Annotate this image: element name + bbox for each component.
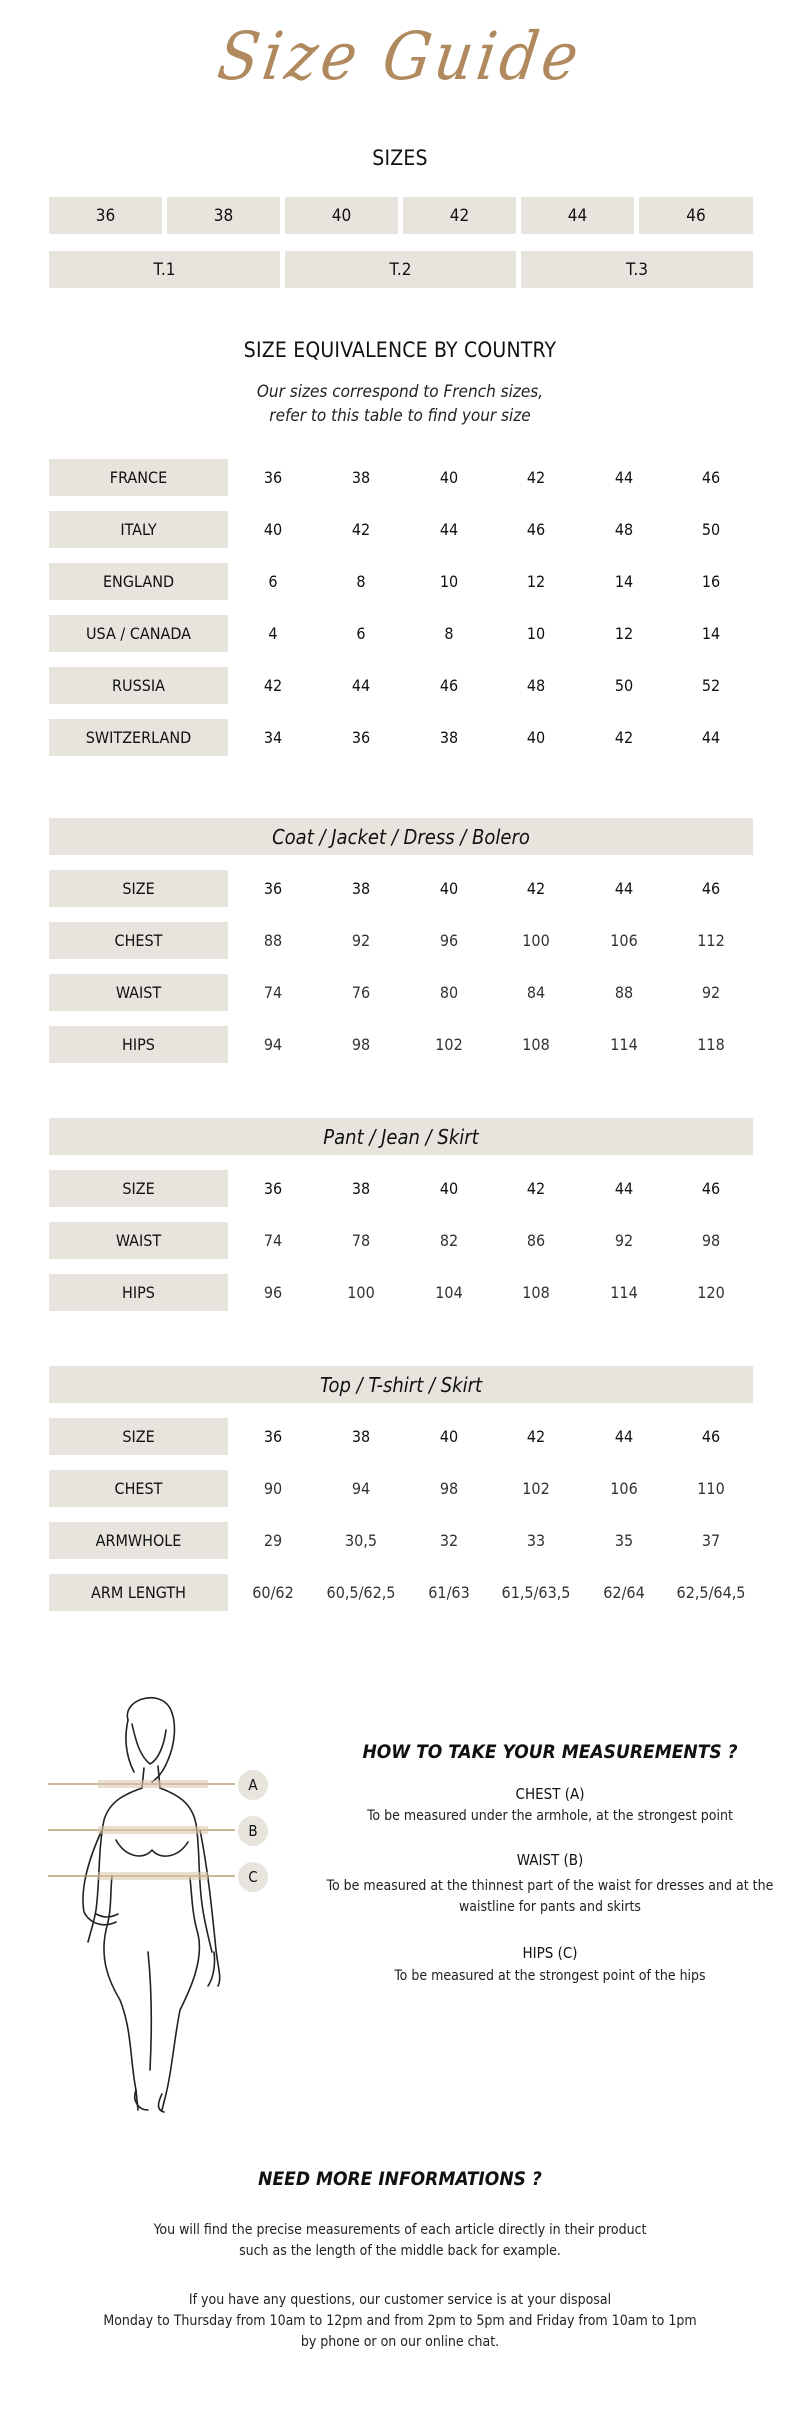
pant-value: 40 [439, 1179, 459, 1198]
equivalence-value: 38 [351, 468, 371, 487]
top-value: 60,5/62,5 [326, 1583, 396, 1602]
top-value: 102 [522, 1479, 550, 1498]
size-cell: 44 [521, 197, 634, 234]
top-value: 40 [439, 1427, 459, 1446]
pant-row-label: HIPS [49, 1274, 228, 1311]
coat-value: 92 [701, 983, 721, 1002]
equivalence-value: 46 [439, 676, 459, 695]
coat-value: 74 [263, 983, 283, 1002]
equivalence-value: 40 [526, 728, 546, 747]
pant-value: 100 [347, 1283, 375, 1302]
top-value: 33 [526, 1531, 546, 1550]
pant-value: 96 [263, 1283, 283, 1302]
equivalence-value: 8 [444, 624, 454, 643]
equivalence-value: 36 [263, 468, 283, 487]
pant-value: 78 [351, 1231, 371, 1250]
pant-row-label: SIZE [49, 1170, 228, 1207]
waist-text-1: To be measured at the thinnest part of the waist for dresses and at the [326, 1878, 774, 1894]
coat-value: 94 [263, 1035, 283, 1054]
info-p2-line3: by phone or on our online chat. [300, 2334, 500, 2350]
equivalence-row-label: RUSSIA [49, 667, 228, 704]
coat-value: 100 [522, 931, 550, 950]
coat-value: 38 [351, 879, 371, 898]
size-cell: 40 [285, 197, 398, 234]
equivalence-value: 42 [526, 468, 546, 487]
equivalence-value: 16 [701, 572, 721, 591]
pant-value: 44 [614, 1179, 634, 1198]
coat-row-label: HIPS [49, 1026, 228, 1063]
info-p1-line1: You will find the precise measurements of each article directly in their product [153, 2222, 647, 2238]
equivalence-value: 50 [701, 520, 721, 539]
equivalence-value: 36 [351, 728, 371, 747]
hips-heading: HIPS (C) [522, 1944, 578, 1962]
pant-value: 46 [701, 1179, 721, 1198]
equivalence-row-label: FRANCE [49, 459, 228, 496]
top-value: 90 [263, 1479, 283, 1498]
marker-a: A [238, 1770, 268, 1800]
equivalence-row-label: ENGLAND [49, 563, 228, 600]
pant-value: 42 [526, 1179, 546, 1198]
equivalence-value: 50 [614, 676, 634, 695]
pant-value: 82 [439, 1231, 459, 1250]
coat-value: 84 [526, 983, 546, 1002]
coat-value: 42 [526, 879, 546, 898]
top-value: 62/64 [603, 1583, 645, 1602]
equivalence-value: 14 [701, 624, 721, 643]
top-value: 29 [263, 1531, 283, 1550]
equivalence-value: 48 [526, 676, 546, 695]
equivalence-value: 44 [351, 676, 371, 695]
coat-value: 44 [614, 879, 634, 898]
page-title: Size Guide [213, 18, 587, 95]
coat-value: 88 [263, 931, 283, 950]
sizes-heading: SIZES [372, 146, 428, 170]
equivalence-row-label: SWITZERLAND [49, 719, 228, 756]
size-group-cell: T.1 [49, 251, 280, 288]
coat-row-label: WAIST [49, 974, 228, 1011]
pant-value: 120 [697, 1283, 725, 1302]
coat-value: 80 [439, 983, 459, 1002]
waist-heading: WAIST (B) [516, 1851, 584, 1869]
equivalence-value: 46 [701, 468, 721, 487]
equivalence-value: 12 [614, 624, 634, 643]
equivalence-value: 42 [351, 520, 371, 539]
top-value: 36 [263, 1427, 283, 1446]
info-p1-line2: such as the length of the middle back for example. [239, 2243, 561, 2259]
top-table-heading: Top / T-shirt / Skirt [49, 1366, 753, 1403]
hips-text: To be measured at the strongest point of the hips [394, 1968, 706, 1984]
size-cell: 38 [167, 197, 280, 234]
coat-value: 102 [435, 1035, 463, 1054]
top-value: 37 [701, 1531, 721, 1550]
equivalence-value: 10 [526, 624, 546, 643]
top-value: 30,5 [344, 1531, 378, 1550]
body-figure-illustration [40, 1690, 280, 2120]
top-value: 32 [439, 1531, 459, 1550]
equivalence-value: 14 [614, 572, 634, 591]
equivalence-value: 52 [701, 676, 721, 695]
top-row-label: CHEST [49, 1470, 228, 1507]
top-value: 60/62 [252, 1583, 294, 1602]
equivalence-value: 40 [439, 468, 459, 487]
top-value: 106 [610, 1479, 638, 1498]
chest-heading: CHEST (A) [515, 1785, 585, 1803]
equivalence-heading: SIZE EQUIVALENCE BY COUNTRY [243, 338, 557, 362]
top-value: 44 [614, 1427, 634, 1446]
coat-row-label: SIZE [49, 870, 228, 907]
top-value: 35 [614, 1531, 634, 1550]
pant-value: 38 [351, 1179, 371, 1198]
top-value: 46 [701, 1427, 721, 1446]
coat-value: 76 [351, 983, 371, 1002]
coat-value: 88 [614, 983, 634, 1002]
chest-text: To be measured under the armhole, at the strongest point [367, 1808, 733, 1824]
coat-table-heading: Coat / Jacket / Dress / Bolero [49, 818, 753, 855]
equivalence-value: 42 [263, 676, 283, 695]
marker-c: C [238, 1862, 268, 1892]
pant-value: 92 [614, 1231, 634, 1250]
size-cell: 46 [639, 197, 753, 234]
coat-value: 96 [439, 931, 459, 950]
equivalence-row-label: ITALY [49, 511, 228, 548]
top-value: 94 [351, 1479, 371, 1498]
equivalence-value: 6 [268, 572, 278, 591]
coat-value: 40 [439, 879, 459, 898]
equivalence-value: 38 [439, 728, 459, 747]
pant-value: 108 [522, 1283, 550, 1302]
coat-value: 92 [351, 931, 371, 950]
coat-value: 112 [697, 931, 725, 950]
size-group-cell: T.2 [285, 251, 516, 288]
pant-value: 74 [263, 1231, 283, 1250]
size-cell: 42 [403, 197, 516, 234]
equivalence-subtitle-2: refer to this table to find your size [269, 406, 531, 426]
top-value: 42 [526, 1427, 546, 1446]
coat-value: 114 [610, 1035, 638, 1054]
coat-value: 118 [697, 1035, 725, 1054]
equivalence-value: 34 [263, 728, 283, 747]
equivalence-value: 48 [614, 520, 634, 539]
info-p2-line1: If you have any questions, our customer service is at your disposal [188, 2292, 612, 2308]
pant-value: 98 [701, 1231, 721, 1250]
measurements-title: HOW TO TAKE YOUR MEASUREMENTS ? [362, 1741, 738, 1763]
equivalence-value: 46 [526, 520, 546, 539]
waist-text-2: waistline for pants and skirts [459, 1899, 641, 1915]
info-title: NEED MORE INFORMATIONS ? [258, 2168, 542, 2190]
size-group-cell: T.3 [521, 251, 753, 288]
pant-table-heading: Pant / Jean / Skirt [49, 1118, 753, 1155]
coat-value: 98 [351, 1035, 371, 1054]
info-p2-line2: Monday to Thursday from 10am to 12pm and from 2pm to 5pm and Friday from 10am to 1pm [103, 2313, 697, 2329]
equivalence-row-label: USA / CANADA [49, 615, 228, 652]
size-cell: 36 [49, 197, 162, 234]
coat-value: 108 [522, 1035, 550, 1054]
equivalence-value: 44 [614, 468, 634, 487]
marker-b: B [238, 1816, 268, 1846]
coat-value: 36 [263, 879, 283, 898]
equivalence-value: 4 [268, 624, 278, 643]
coat-value: 106 [610, 931, 638, 950]
top-row-label: ARM LENGTH [49, 1574, 228, 1611]
pant-value: 86 [526, 1231, 546, 1250]
top-value: 61,5/63,5 [501, 1583, 571, 1602]
equivalence-value: 6 [356, 624, 366, 643]
equivalence-value: 44 [701, 728, 721, 747]
pant-row-label: WAIST [49, 1222, 228, 1259]
coat-value: 46 [701, 879, 721, 898]
pant-value: 104 [435, 1283, 463, 1302]
top-row-label: ARMWHOLE [49, 1522, 228, 1559]
equivalence-value: 40 [263, 520, 283, 539]
coat-row-label: CHEST [49, 922, 228, 959]
equivalence-value: 10 [439, 572, 459, 591]
pant-value: 114 [610, 1283, 638, 1302]
top-value: 110 [697, 1479, 725, 1498]
top-row-label: SIZE [49, 1418, 228, 1455]
equivalence-subtitle-1: Our sizes correspond to French sizes, [256, 382, 544, 402]
top-value: 61/63 [428, 1583, 470, 1602]
pant-value: 36 [263, 1179, 283, 1198]
top-value: 38 [351, 1427, 371, 1446]
top-value: 62,5/64,5 [676, 1583, 746, 1602]
equivalence-value: 44 [439, 520, 459, 539]
equivalence-value: 12 [526, 572, 546, 591]
top-value: 98 [439, 1479, 459, 1498]
equivalence-value: 42 [614, 728, 634, 747]
equivalence-value: 8 [356, 572, 366, 591]
